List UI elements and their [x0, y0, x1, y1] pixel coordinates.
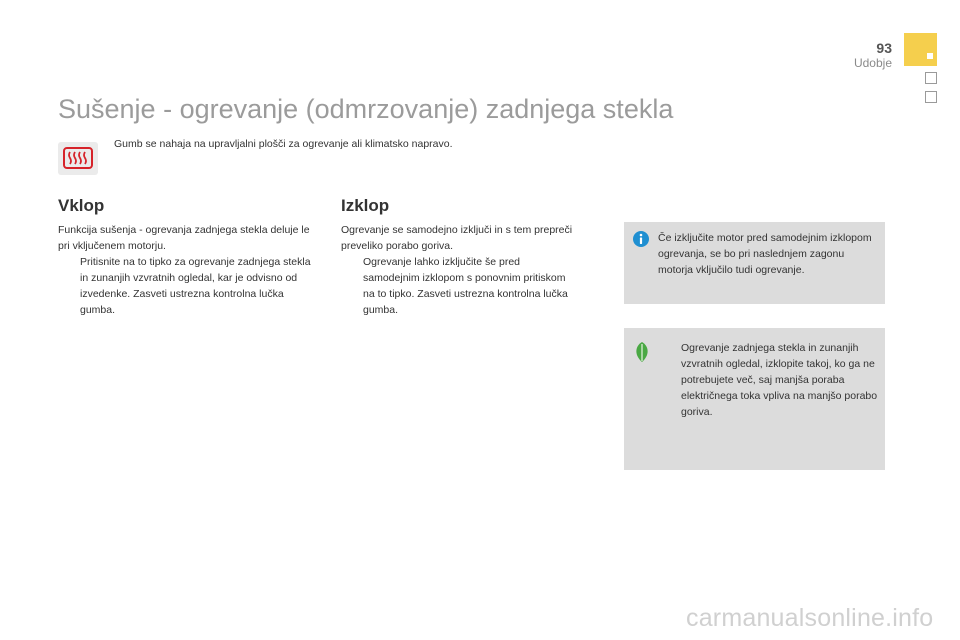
page-number: 93 — [876, 40, 892, 56]
chapter-tab-active — [904, 33, 937, 66]
section-name: Udobje — [853, 56, 892, 70]
vklop-bullet — [58, 254, 318, 318]
chapter-tab — [925, 91, 937, 103]
izklop-section — [341, 222, 579, 318]
izklop-text: Ogrevanje se samodejno izključi in s tem prepreči preveliko porabo goriva. — [341, 224, 573, 252]
vklop-heading: Vklop — [58, 196, 105, 215]
vklop-bullet-text: Pritisnite na to tipko za ogrevanje zadnjega stekla in zunanjih vzvratnih ogledal, kar je odvisno od izvedenke. Zasveti ustrezna kontrolna lučka gumba. — [80, 256, 311, 316]
intro-text: Gumb se nahaja na upravljalni plošči za ogrevanje ali klimatsko napravo. — [114, 138, 453, 150]
vklop-section — [58, 222, 318, 318]
izklop-bullet-text: Ogrevanje lahko izključite še pred samodejnim izklopom s ponovnim pritiskom na to tipko. Zasveti ustrezna kontrolna lučka gumba. — [363, 256, 568, 316]
info-box-text: Če izključite motor pred samodejnim izklopom ogrevanja, se bo pri naslednjem zagonu motorja vključilo tudi ogrevanje. — [658, 232, 872, 276]
eco-box — [624, 328, 885, 470]
rear-defrost-icon — [58, 142, 98, 175]
eco-bullet — [661, 340, 881, 420]
page-title: Sušenje - ogrevanje (odmrzovanje) zadnjega stekla — [58, 94, 674, 124]
eco-box-content — [661, 340, 881, 420]
izklop-heading: Izklop — [341, 196, 390, 215]
chapter-tab — [925, 72, 937, 84]
info-box — [624, 222, 885, 304]
eco-bullet-text: Ogrevanje zadnjega stekla in zunanjih vzvratnih ogledal, izklopite takoj, ko ga ne potrebujete več, saj manjša poraba električnega toka vpliva na manjšo porabo goriva. — [681, 342, 878, 418]
leaf-icon — [632, 340, 652, 369]
chapter-tab-dot — [927, 53, 933, 59]
vklop-text: Funkcija sušenja - ogrevanja zadnjega stekla deluje le pri vključenem motorju. — [58, 224, 310, 252]
info-icon — [632, 230, 650, 253]
izklop-bullet — [341, 254, 579, 318]
watermark: carmanualsonline.info — [686, 604, 934, 632]
